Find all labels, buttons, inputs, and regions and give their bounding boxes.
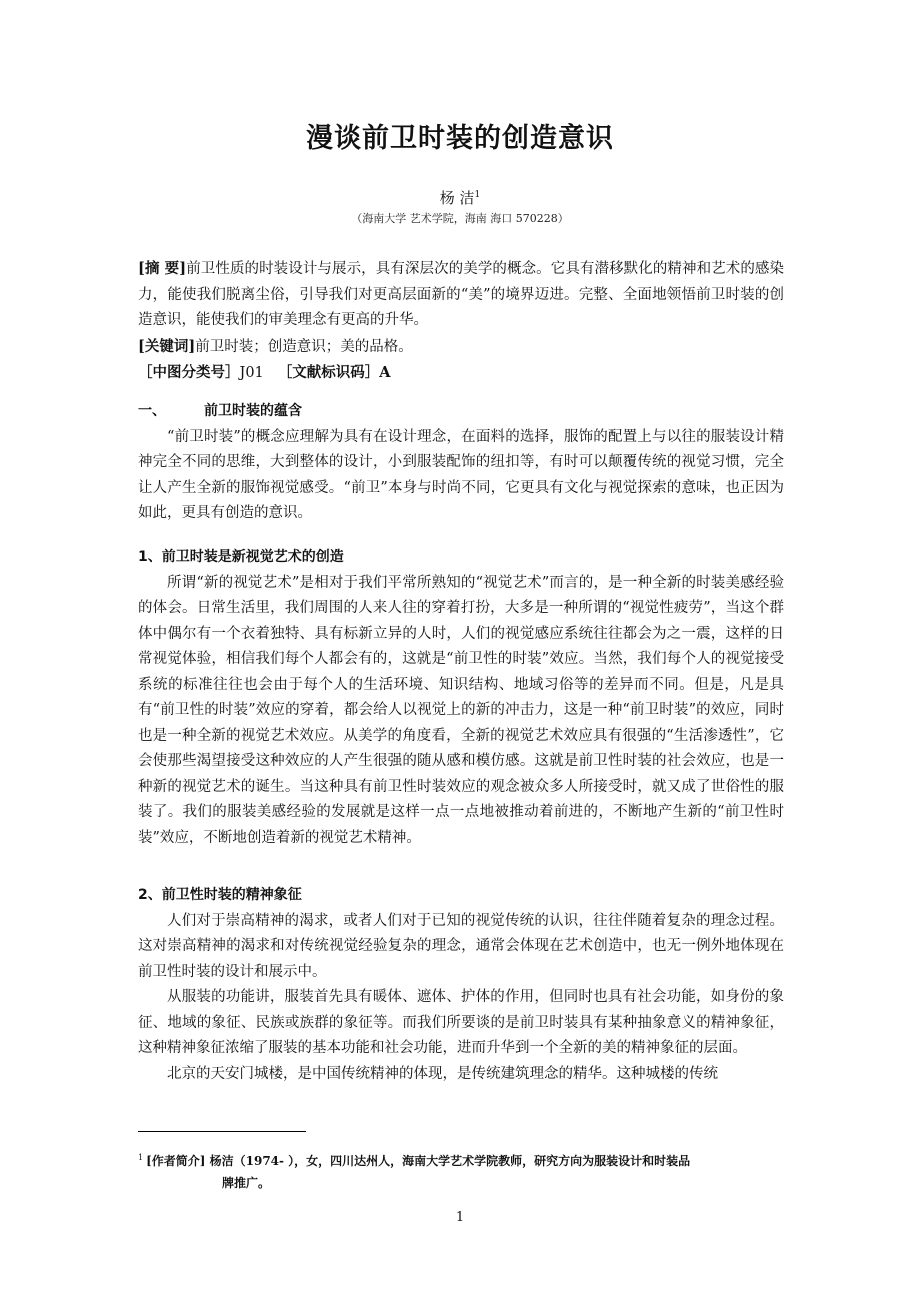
paragraph: 人们对于崇高精神的渴求，或者人们对于已知的视觉传统的认识，往往伴随着复杂的理念过程。这对崇高精神的渴求和对传统视觉经验复杂的理念，通常会体现在艺术创造中，也无一例外地体现在前卫性时装的设计和展示中。 (138, 912, 784, 980)
abstract-text: 前卫性质的时装设计与展示，具有深层次的美学的概念。它具有潜移默化的精神和艺术的感染力，能使我们脱离尘俗，引导我们对更高层面新的“美”的境界迈进。完整、全面地领悟前卫时装的创造意识，能使我们的审美理念有更高的升华。 (138, 261, 784, 328)
footnote-continuation: 牌推广。 (222, 1176, 271, 1190)
footnote-text: [作者简介] 杨洁（1974- ），女，四川达州人，海南大学艺术学院教师，研究方向为服装设计和时装品 (146, 1154, 691, 1168)
classification (138, 360, 784, 387)
doc-code-value: A (379, 364, 391, 381)
page-number: 1 (455, 1210, 465, 1225)
author-name: 杨 洁 (439, 189, 475, 207)
author-line (0, 187, 920, 208)
abstract-label: [摘 要] (138, 260, 187, 277)
keywords (138, 334, 784, 361)
paragraph: 北京的天安门城楼，是中国传统精神的体现，是传统建筑理念的精华。这种城楼的传统 (167, 1065, 718, 1082)
section-paragraph: “前卫时装”的概念应理解为具有在设计理念，在面料的选择，服饰的配置上与以往的服装设计精神完全不同的思维，大到整体的设计，小到服装配饰的纽扣等，有时可以颠覆传统的视觉习惯，完全让人产生全新的服饰视觉感受。“前卫”本身与时尚不同，它更具有文化与视觉探索的意味，也正因为如此，更具有创造的意识。 (138, 428, 784, 521)
subsection-paragraph: 所谓“新的视觉艺术”是相对于我们平常所熟知的“视觉艺术”而言的，是一种全新的时装美感经验的体会。日常生活里，我们周围的人来人往的穿着打扮，大多是一种所谓的“视觉性疲劳”，当这个群体中偶尔有一个衣着独特、具有标新立异的人时，人们的视觉感应系统往往都会为之一震，这样的日常视觉体验，相信我们每个人都会有的，这就是“前卫性的时装”效应。当然，我们每个人的视觉接受系统的标准往往也会由于每个人的生活环境、知识结构、地域习俗等的差异而不同。但是，凡是具有“前卫性的时装”效应的穿着，都会给人以视觉上的新的冲击力，这是一种“前卫时装”的效应，同时也是一种全新的视觉艺术效应。从美学的角度看，全新的视觉艺术效应具有很强的“生活渗透性”，它会使那些渴望接受这种效应的人产生很强的随从感和模仿感。这就是前卫性时装的社会效应，也是一种新的视觉艺术的诞生。当这种具有前卫性时装效应的观念被众多人所接受时，就又成了世俗性的服装了。我们的服装美感经验的发展就是这样一点一点地被推动着前进的，不断地产生新的“前卫性时装”效应，不断地创造着新的视觉艺术精神。 (138, 574, 784, 846)
section-1 (138, 399, 784, 527)
clc-label: ［中图分类号］ (138, 364, 240, 381)
paragraph: 从服装的功能讲，服装首先具有暖体、遮体、护体的作用，但同时也具有社会功能，如身份的象征、地域的象征、民族或族群的象征等。而我们所要谈的是前卫时装具有某种抽象意义的精神象征，这种精神象征浓缩了服装的基本功能和社会功能，进而升华到一个全新的美的精神象征的层面。 (138, 989, 784, 1056)
author-footnote-mark: 1 (474, 190, 481, 200)
subsection-1 (138, 545, 784, 851)
abstract (138, 256, 784, 334)
keywords-label: [关键词] (138, 337, 196, 355)
affiliation: （海南大学 艺术学院，海南 海口 570228） (351, 212, 569, 225)
footnote (138, 1147, 788, 1194)
footnote-separator (138, 1131, 306, 1132)
footnote-mark: 1 (138, 1153, 144, 1162)
keywords-text: 前卫时装；创造意识；美的品格。 (195, 338, 413, 355)
section-number: 一、 (138, 403, 166, 419)
abstract-block (138, 256, 784, 387)
subsection-heading: 1、前卫时装是新视觉艺术的创造 (138, 549, 344, 565)
subsection-2 (138, 883, 784, 1087)
clc-value: J01 (239, 365, 264, 381)
section-heading (138, 399, 784, 425)
subsection-heading: 2、前卫性时装的精神象征 (138, 887, 302, 903)
doc-code-label: ［文献标识码］ (277, 364, 380, 381)
paper-title: 漫谈前卫时装的创造意识 (306, 123, 614, 154)
section-title: 前卫时装的蕴含 (204, 403, 302, 419)
